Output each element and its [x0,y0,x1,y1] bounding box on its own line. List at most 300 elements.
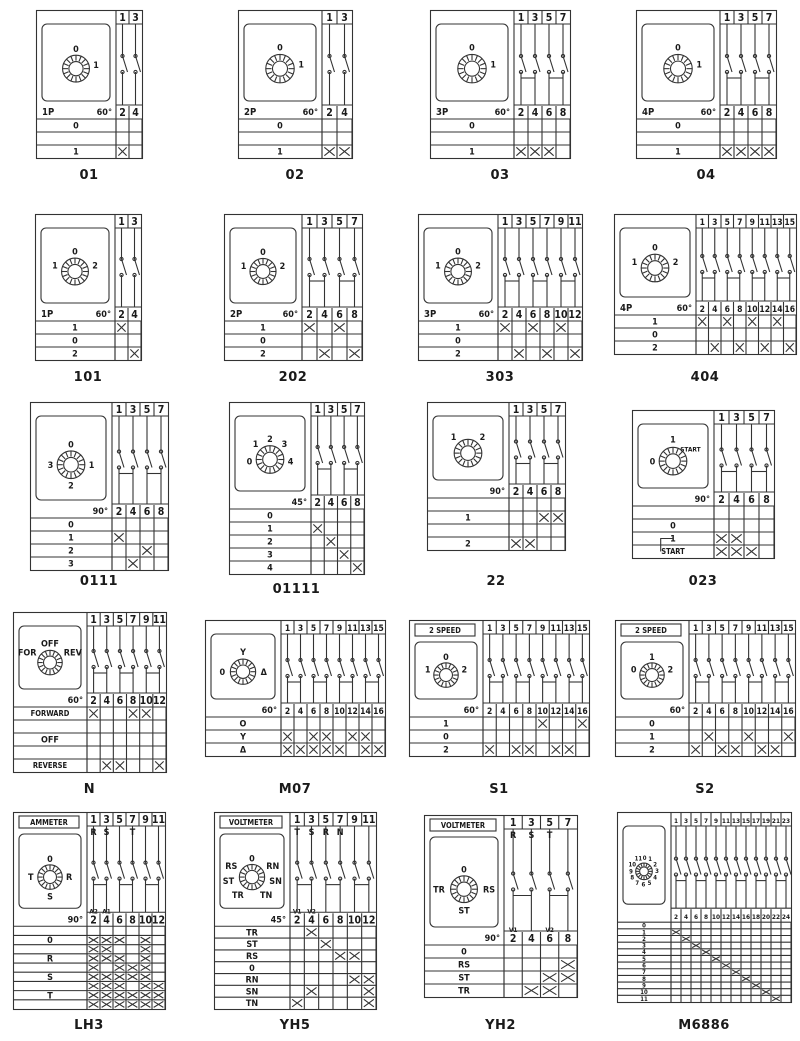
contact-blade [756,859,761,875]
panel-caption: 404 [690,370,720,385]
knob-tooth [53,866,55,870]
terminal-bottom-label: 4 [103,914,110,927]
knob-tooth [273,467,275,472]
table-row-label: 0 [47,936,53,947]
dial-position-label: 0 [219,667,226,678]
pole-label: 2P [244,107,257,118]
contact-blade [746,859,751,875]
terminal-top-label: 1 [699,218,705,228]
table-row-label: RN [245,975,259,986]
terminal-top-label: 11 [151,814,166,826]
terminal-bottom-label: 12 [759,305,771,315]
knob-tooth [63,275,68,277]
terminal-bottom-label: 4 [297,707,304,717]
knob-tooth [246,660,248,664]
phase-label: T [546,831,553,841]
table-row-label: 0 [73,121,79,132]
contact-blade [369,863,374,879]
knob-tooth [663,263,668,265]
terminal-top-label: 3 [308,814,315,826]
contact-blade [749,660,754,676]
dial-position-label: 1 [93,60,99,71]
dial-position-label: RS [225,861,238,872]
knob-tooth [435,678,439,680]
knob-tooth [83,72,88,74]
contact-blade [133,452,138,468]
contact-blade [355,259,360,275]
knob-tooth [67,59,71,63]
knob-hub [64,457,79,472]
dial-position-label: 0 [246,457,253,468]
angle-label: 60° [669,706,685,716]
table-row-label: 0 [670,521,676,532]
knob-tooth [641,678,645,680]
terminal-top-label: 7 [543,216,551,228]
table-row-label: 2 [652,343,658,354]
knob-tooth [467,897,469,902]
knob-hub [464,61,479,76]
contact-blade [513,874,518,890]
table-row-label: START [661,547,685,557]
contact-blade [133,651,138,667]
terminal-top-label: 5 [340,404,348,416]
knob-tooth [684,59,688,63]
knob-tooth [644,680,647,683]
table-row-label: 5 [642,955,646,963]
knob-tooth [66,452,68,457]
knob-tooth [247,866,249,870]
terminal-top-label: 5 [724,218,730,228]
dial-position-label: 4 [653,874,658,882]
knob-tooth [464,277,468,281]
terminal-top-label: 7 [354,404,361,416]
dial-header-text: VOLTMETER [228,818,274,827]
terminal-top-label: 5 [546,817,553,829]
knob-tooth [684,75,688,79]
knob-hub [68,264,82,278]
terminal-bottom-label: 18 [751,913,761,922]
dial-position-label: 0 [443,652,449,663]
knob-tooth [79,460,84,462]
knob-tooth [53,651,55,655]
panel-caption: 023 [688,574,718,589]
table-row-label: 1 [465,513,471,524]
knob-tooth [259,872,263,874]
panel-01 [36,10,142,184]
phase-label: R [510,831,517,841]
pole-label: 2P [230,309,243,320]
terminal-bottom-label: 2 [115,506,123,518]
table-row-label: 0 [443,732,449,743]
terminal-bottom-label: 8 [737,305,743,315]
knob-tooth [248,663,251,666]
terminal-bottom-label: 6 [310,707,317,717]
table-row-label: 2 [649,745,655,756]
knob-tooth [676,469,678,474]
phase-label: R [90,828,97,838]
knob-hub [646,669,659,682]
terminal-bottom-label: 4 [321,309,328,321]
knob-tooth [232,675,236,677]
terminal-bottom-label: 2 [284,707,291,717]
terminal-top-label: 7 [157,404,165,416]
panel-22 [427,402,565,590]
terminal-bottom-label: 4 [327,497,335,509]
terminal-top-label: 13 [769,624,781,634]
terminal-top-label: 1 [326,12,333,24]
terminal-top-label: 5 [693,817,699,825]
knob-hub [245,870,258,883]
contact-blade [516,660,521,676]
dial-position-label: 0 [675,43,681,54]
terminal-top-label: 5 [310,624,317,634]
terminal-top-label: 15 [784,218,796,228]
contact-blade [133,863,138,879]
meter-terminal-label: V2 [545,926,554,934]
knob-hub [256,265,270,279]
angle-label: 60° [700,108,716,118]
contact-blade [147,452,152,468]
terminal-top-label: 9 [749,218,755,228]
dial-box [42,24,110,101]
dial-position-label: 0 [249,854,255,865]
knob-tooth [470,880,474,884]
terminal-top-label: 13 [360,624,371,634]
terminal-bottom-label: 4 [308,914,315,927]
terminal-bottom-label: 2 [90,914,97,927]
knob-tooth [55,882,58,885]
knob-hub [666,454,681,469]
contact-blade [159,863,164,879]
panel-n [13,612,166,798]
pole-label: 1P [42,107,55,118]
terminal-bottom-label: 4 [733,494,740,506]
knob-tooth [650,255,652,260]
dial-position-label: RS [482,885,496,896]
dial-header-text: 2 SPEED [429,626,461,635]
contact-blade [120,651,125,667]
table-row-label: 1 [267,524,273,535]
pole-label: 4P [620,303,633,314]
contact-blade [727,256,732,272]
knob-hub [440,669,453,682]
terminal-top-label: 3 [132,12,139,24]
table-row-label: 2 [642,935,646,943]
dial-position-label: 0 [455,247,461,258]
knob-tooth [275,76,277,81]
knob-tooth [278,463,283,465]
knob-hub [640,867,649,876]
knob-tooth [638,866,640,868]
knob-tooth [474,444,478,448]
terminal-top-label: 9 [142,614,150,626]
phase-label: R [322,828,329,838]
terminal-bottom-label: 2 [119,107,126,119]
terminal-bottom-label: 14 [360,707,371,717]
knob-tooth [42,869,45,872]
terminal-top-label: 9 [745,624,752,634]
panel-03 [430,10,570,184]
contact-blade [722,660,727,676]
knob-tooth [82,59,86,63]
dial-position-label: 2 [479,432,486,443]
terminal-bottom-label: 10 [746,305,758,315]
dial-position-label: 2 [267,435,273,446]
terminal-bottom-label: 4 [712,305,718,315]
angle-label: 60° [96,108,112,118]
knob-tooth [265,447,267,452]
knob-tooth [286,59,290,63]
knob-tooth [650,276,652,281]
terminal-bottom-label: 4 [531,107,539,119]
panel-m6886 [617,812,791,1034]
switch-diagram [427,402,567,554]
terminal-top-label: 3 [129,404,137,416]
phase-label: T [294,828,300,838]
contact-blade [765,256,770,272]
terminal-bottom-label: 2 [118,309,125,321]
terminal-top-label: 1 [118,216,125,228]
terminal-top-label: 7 [351,216,358,228]
terminal-bottom-label: 14 [771,305,783,315]
panel-04 [636,10,776,184]
angle-label: 60° [67,696,83,706]
dial-position-label: T [28,873,34,884]
terminal-bottom-label: 14 [769,707,781,717]
contact-blade [146,863,151,879]
knob-tooth [77,471,81,475]
table-row-label: 1 [277,147,283,158]
knob-tooth [78,259,80,264]
angle-label: 45° [291,498,307,508]
knob-hub [44,656,57,669]
switch-diagram [632,410,776,562]
dial-position-label: 1 [490,60,497,71]
panel-s2 [615,620,795,798]
knob-tooth [243,868,246,871]
knob-tooth [246,679,248,683]
knob-tooth [254,262,258,266]
terminal-bottom-label: 8 [703,913,709,922]
contact-blade [159,651,164,667]
knob-tooth [241,880,245,882]
contact-blade [686,859,691,875]
terminal-top-label: 11 [347,624,358,634]
panel-yh2 [424,815,577,1034]
dial-position-label: TR [231,891,244,902]
knob-tooth [83,64,88,66]
table-row-label: FORWARD [30,709,70,719]
contact-blade [119,452,124,468]
dial-position-label: 1 [435,261,441,272]
contact-blade [547,259,552,275]
switch-diagram [35,214,143,364]
angle-label: 60° [95,310,111,320]
terminal-top-label: 15 [741,817,751,825]
dial-start-label: START [680,445,701,454]
knob-tooth [647,866,649,868]
pole-label: 3P [424,309,437,320]
terminal-bottom-label: 8 [765,107,773,119]
knob-tooth [676,449,678,454]
dial-position-label: 1 [52,261,58,272]
terminal-top-label: 3 [737,12,745,24]
terminal-top-label: 1 [673,817,679,825]
contact-blade [696,859,701,875]
terminal-top-label: 11 [759,218,771,228]
switch-diagram [409,620,591,760]
contact-blade [569,660,574,676]
knob-tooth [661,258,665,262]
contact-blade [355,863,360,879]
contact-blade [379,660,384,676]
knob-tooth [70,259,72,264]
knob-tooth [64,64,69,66]
knob-hub [451,264,465,278]
knob-hub [263,452,278,467]
knob-hub [648,261,663,276]
knob-tooth [268,262,272,266]
knob-tooth [645,258,649,262]
contact-blade [726,859,731,875]
contact-blade [136,56,141,72]
dial-position-label: R [66,873,73,884]
knob-tooth [57,872,61,874]
knob-tooth [78,279,80,284]
table-row-label: T [47,991,53,1002]
table-row-label: 2 [465,539,471,550]
knob-tooth [39,665,43,667]
knob-tooth [636,873,639,874]
contact-blade [767,450,772,466]
terminal-top-label: 5 [322,814,330,826]
terminal-bottom-label: 4 [500,707,506,717]
terminal-top-label: 1 [314,404,321,416]
contact-blade [331,447,336,463]
knob-tooth [642,271,647,273]
angle-label: 60° [463,706,479,716]
terminal-top-label: 3 [712,218,718,228]
terminal-bottom-label: 6 [724,305,730,315]
terminal-bottom-label: 2 [517,107,525,119]
terminal-top-label: 7 [559,12,567,24]
panel-404 [614,214,796,386]
angle-label: 90° [67,915,83,926]
dial-box [244,24,316,101]
terminal-bottom-label: 12 [347,707,358,717]
contact-blade [676,859,681,875]
phase-label: T [129,828,136,838]
switch-diagram [617,812,793,1006]
terminal-top-label: 11 [550,624,562,634]
table-row-label: OFF [41,735,59,746]
terminal-bottom-label: 6 [116,695,124,707]
knob-tooth [681,56,683,61]
knob-tooth [255,884,257,888]
terminal-top-label: 1 [119,12,126,24]
panel-caption: 02 [285,168,305,183]
terminal-bottom-label: 2 [486,707,493,717]
terminal-bottom-label: 2 [718,494,725,506]
panel-frame [425,816,578,998]
contact-blade [521,56,526,72]
terminal-bottom-label: 4 [515,309,523,321]
table-row-label: RS [457,960,471,971]
knob-tooth [270,267,275,269]
table-row-label: TR [246,928,258,939]
switch-diagram [430,10,572,162]
terminal-bottom-label: 10 [334,707,345,717]
panel-caption: 303 [485,370,515,385]
dial-position-label: TN [259,891,273,902]
table-row-label: 0 [652,330,658,341]
terminal-bottom-label: 2 [293,914,301,927]
terminal-top-label: 7 [737,218,743,228]
knob-tooth [278,454,283,456]
terminal-bottom-label: 2 [501,309,509,321]
terminal-top-label: 3 [531,12,539,24]
panel-caption: 03 [490,168,510,183]
terminal-bottom-label: 10 [139,695,153,707]
panel-frame [633,411,775,559]
table-row-label: RS [245,951,259,962]
knob-tooth [260,465,264,469]
knob-tooth [476,448,481,450]
terminal-top-label: 3 [526,404,534,416]
knob-tooth [474,459,478,463]
phase-label: S [528,831,535,841]
switch-diagram [214,812,378,1013]
table-row-label: 1 [68,533,74,544]
knob-tooth [462,75,466,79]
knob-tooth [55,668,58,671]
knob-tooth [453,670,457,672]
contact-blade [790,256,795,272]
table-row-label: 2 [267,537,273,548]
knob-tooth [71,56,73,61]
knob-tooth [255,866,257,870]
knob-tooth [258,260,260,265]
terminal-top-label: 23 [781,817,791,825]
contact-blade [709,660,714,676]
knob-tooth [53,884,55,888]
knob-tooth [451,680,454,683]
terminal-top-label: 7 [323,624,330,634]
terminal-bottom-label: 12 [721,913,731,922]
table-row-label: 4 [267,563,273,574]
panel-caption: S2 [695,782,715,797]
contact-blade [301,660,306,676]
terminal-top-label: 3 [500,624,506,634]
table-row-label: 2 [68,546,74,557]
panel-frame [419,215,583,361]
table-row-label: 0 [68,520,74,531]
knob-tooth [665,72,670,74]
knob-tooth [449,682,451,686]
pole-label: 4P [642,107,655,118]
knob-tooth [268,277,272,281]
knob-tooth [646,876,647,879]
knob-tooth [45,651,47,655]
table-row-label: 0 [642,922,646,930]
terminal-bottom-label: 2 [509,933,517,945]
panel-frame [428,403,566,551]
dial-position-label: 1 [88,460,95,471]
contact-blade [535,56,540,72]
table-row-label: O [239,719,247,730]
dial-position-label: 2 [461,665,468,676]
knob-hub [272,61,287,76]
